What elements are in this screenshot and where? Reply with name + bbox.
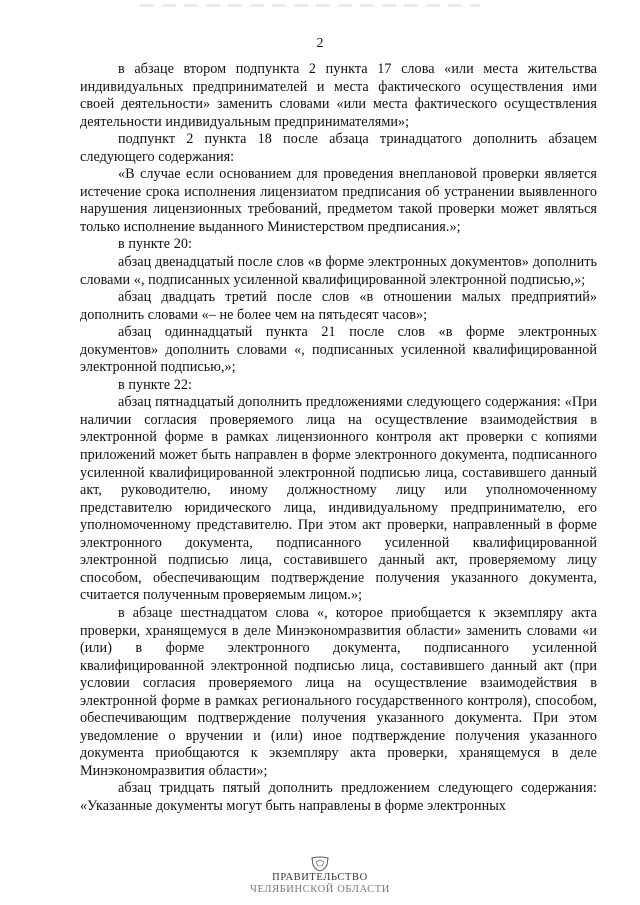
- paragraph-6: абзац двадцать третий после слов «в отношении малых предприятий» дополнить словами «– не более чем на пятьдесят часов»;: [80, 289, 597, 323]
- paragraph-2: подпункт 2 пункта 18 после абзаца тринадцатого дополнить абзацем следующего содержания:: [80, 131, 597, 165]
- paragraph-10: в абзаце шестнадцатом слова «, которое приобщается к экземпляру акта проверки, хранящемуся в деле Минэкономразвития области» заменить словами «и (или) в форме электронного документа, подписанного усиленной квалифицированной электронной подписью лица, составившего данный акт (при условии согласия проверяемого лица на осуществление взаимодействия в электронной форме в рамках регионального государственного контроля), способом, обеспечивающим подтверждение получения указанного документа. При этом уведомление о вручении и (или) иное подтверждение получения указанного документа приобщаются к экземпляру акта проверки, хранящемуся в деле Минэкономразвития области»;: [80, 604, 597, 779]
- footer-line-1: ПРАВИТЕЛЬСТВО: [272, 872, 368, 883]
- coat-of-arms-icon: [309, 856, 331, 872]
- paragraph-7: абзац одиннадцатый пункта 21 после слов «в форме электронных документов» дополнить словами «, подписанных усиленной квалифицированной электронной подписью,»;: [80, 324, 597, 376]
- paragraph-3: «В случае если основанием для проведения внеплановой проверки является истечение срока исполнения лицензиатом предписания об устранении выявленного нарушения лицензионных требований, предметом такой проверки может являться только исполнение выданного Министерством предписания.»;: [80, 166, 597, 235]
- footer-line-2: ЧЕЛЯБИНСКОЙ ОБЛАСТИ: [250, 884, 390, 895]
- paragraph-1: в абзаце втором подпункта 2 пункта 17 слова «или места жительства индивидуальных предпринимателей и места фактического осуществления ими своей деятельности» заменить словами «или места фактического осуществления деятельности индивидуальным предпринимателями»;: [80, 61, 597, 130]
- document-body: [80, 61, 597, 816]
- government-footer: [0, 856, 640, 896]
- paragraph-8: в пункте 22:: [118, 376, 193, 393]
- paragraph-4: в пункте 20:: [118, 236, 193, 253]
- scan-artifact: [140, 4, 480, 7]
- page-number: 2: [316, 36, 324, 51]
- paragraph-9: абзац пятнадцатый дополнить предложениями следующего содержания: «При наличии согласия проверяемого лица на осуществление взаимодействия в электронной форме в рамках лицензионного контроля акт проверки с копиями приложений может быть направлен в форме электронного документа, подписанного усиленной квалифицированной электронной подписью лица, составившего данный акт, руководителю, иному должностному лицу или уполномоченному представителю юридического лица, индивидуальному предпринимателю, его уполномоченному представителю. При этом акт проверки, направленный в форме электронного документа, подписанного усиленной квалифицированной электронной подписью лица, составившего данный акт, проверяемому лицу способом, обеспечивающим подтверждение получения указанного документа, считается полученным проверяемым лицом.»;: [80, 394, 597, 604]
- paragraph-11: абзац тридцать пятый дополнить предложением следующего содержания: «Указанные документы могут быть направлены в форме электронных: [80, 780, 597, 814]
- paragraph-5: абзац двенадцатый после слов «в форме электронных документов» дополнить словами «, подписанных усиленной квалифицированной электронной подписью,»;: [80, 254, 597, 288]
